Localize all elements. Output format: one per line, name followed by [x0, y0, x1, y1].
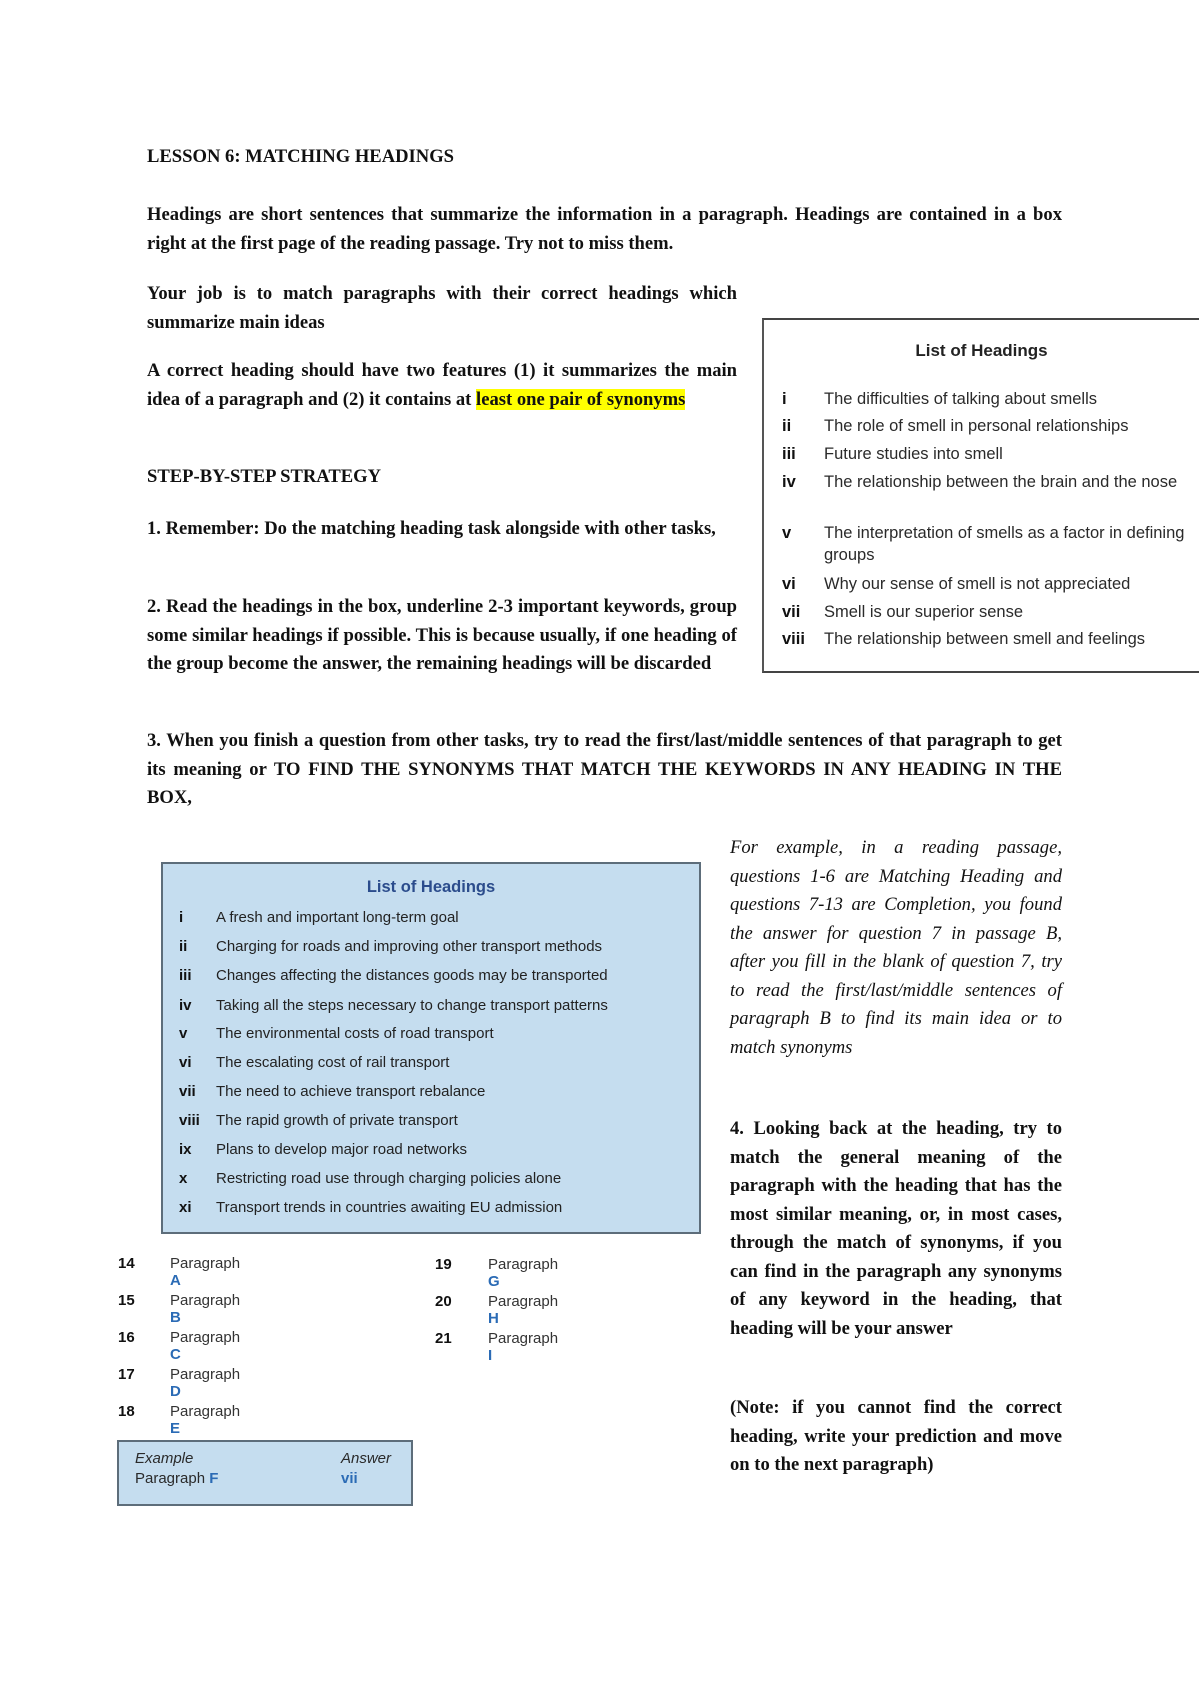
heading-number: viii — [179, 1112, 200, 1129]
paragraph-word: Paragraph — [170, 1292, 241, 1309]
question-number: 17 — [118, 1366, 135, 1383]
heading-text: The need to achieve transport rebalance — [216, 1083, 486, 1100]
highlighted-synonyms: least one pair of synonyms — [476, 388, 686, 410]
question-number: 21 — [435, 1330, 452, 1347]
heading-text: Taking all the steps necessary to change transport patterns — [216, 997, 608, 1014]
heading-text: Why our sense of smell is not appreciated — [824, 575, 1131, 593]
paragraph-word: Paragraph — [170, 1255, 241, 1272]
heading-number: vi — [782, 575, 796, 593]
strategy-title: STEP-BY-STEP STRATEGY — [147, 466, 382, 487]
example-label: Example — [135, 1450, 194, 1467]
heading-text: Future studies into smell — [824, 445, 1003, 463]
step-4: 4. Looking back at the heading, try to match the general meaning of the paragraph with the heading that has the most similar meaning, or, in most cases, through the match of synonyms, if you can find in the paragraph any synonyms of any keyword in the heading, that heading will be your answer — [730, 1118, 1062, 1339]
paragraph-label — [170, 1292, 240, 1326]
paragraph-word: Paragraph — [488, 1256, 559, 1273]
paragraph-label — [488, 1256, 558, 1290]
heading-number: vi — [179, 1054, 192, 1071]
question-number: 16 — [118, 1329, 135, 1346]
heading-text: Changes affecting the distances goods may be transported — [216, 967, 608, 984]
paragraph-letter: H — [488, 1310, 499, 1327]
question-number: 20 — [435, 1293, 452, 1310]
paragraph-word: Paragraph — [170, 1366, 241, 1383]
heading-text: The escalating cost of rail transport — [216, 1054, 450, 1071]
heading-text: Transport trends in countries awaiting EU admission — [216, 1199, 563, 1216]
heading-text: The rapid growth of private transport — [216, 1112, 458, 1129]
step-1: 1. Remember: Do the matching heading task alongside with other tasks, — [147, 518, 716, 539]
heading-number: vii — [179, 1083, 196, 1100]
paragraph-word: Paragraph — [170, 1403, 241, 1420]
heading-number: iv — [179, 997, 192, 1014]
heading-number: viii — [782, 630, 805, 648]
paragraph-label — [170, 1329, 240, 1363]
paragraph-word: Paragraph — [170, 1329, 241, 1346]
paragraph-letter: I — [488, 1347, 493, 1364]
question-number: 14 — [118, 1255, 135, 1272]
step-2: 2. Read the headings in the box, underline 2-3 important keywords, group some similar headings if possible. This is because usually, if one heading of the group become the answer, the remaining headings will be discarded — [147, 596, 737, 674]
heading-number: xi — [179, 1199, 192, 1216]
paragraph-label — [170, 1366, 240, 1400]
heading-number: ii — [179, 938, 188, 955]
example-answer-box — [117, 1440, 413, 1506]
step-3: 3. When you finish a question from other tasks, try to read the first/last/middle sentences of that paragraph to get its meaning or TO FIND THE SYNONYMS THAT MATCH THE KEYWORDS IN ANY HEADING IN THE BOX, — [147, 730, 1062, 808]
correct-heading-text: A correct heading should have two features (1) it summarizes the main idea of a paragraph and (2) it contains at — [147, 360, 737, 410]
question-number: 19 — [435, 1256, 452, 1273]
heading-number: iii — [179, 967, 192, 984]
answer-label: Answer — [341, 1450, 392, 1467]
heading-number: ii — [782, 417, 792, 435]
heading-text: The environmental costs of road transport — [216, 1025, 494, 1042]
paragraph-label — [170, 1255, 240, 1289]
heading-number: x — [179, 1170, 188, 1187]
correct-heading-paragraph — [147, 357, 737, 414]
paragraph-word: Paragraph — [135, 1470, 206, 1487]
paragraph-word: Paragraph — [488, 1330, 559, 1347]
headings-box-title: List of Headings — [915, 341, 1048, 360]
heading-text: Plans to develop major road networks — [216, 1141, 467, 1158]
heading-text: The difficulties of talking about smells — [824, 390, 1097, 408]
paragraph-label — [170, 1403, 240, 1437]
heading-number: i — [782, 390, 787, 408]
note-paragraph: (Note: if you cannot find the correct heading, write your prediction and move on to the next paragraph) — [730, 1397, 1062, 1475]
intro-paragraph: Headings are short sentences that summarize the information in a paragraph. Headings are contained in a box right at the first page of the reading passage. Try not to miss them. — [147, 204, 1062, 254]
example-paragraph: For example, in a reading passage, questions 1-6 are Matching Heading and questions 7-13 are Completion, you found the answer for question 7 in passage B, after you fill in the blank of question 7, try to read the first/last/middle sentences of paragraph B to find its main idea or to match synonyms — [730, 837, 1062, 1058]
paragraph-letter: F — [209, 1470, 219, 1487]
paragraph-label — [488, 1330, 558, 1364]
heading-text: Charging for roads and improving other transport methods — [216, 938, 603, 955]
headings-box-smell — [762, 318, 1199, 673]
heading-number: iii — [782, 445, 796, 463]
heading-number: ix — [179, 1141, 192, 1158]
paragraph-letter: G — [488, 1273, 500, 1290]
question-number: 15 — [118, 1292, 135, 1309]
heading-text: The role of smell in personal relationships — [824, 417, 1129, 435]
paragraph-label — [488, 1293, 558, 1327]
headings-box-transport — [161, 862, 701, 1234]
paragraph-letter: C — [170, 1346, 181, 1363]
heading-number: v — [782, 524, 792, 542]
heading-number: v — [179, 1025, 188, 1042]
heading-text: The relationship between smell and feelings — [824, 630, 1146, 648]
lesson-title: LESSON 6: MATCHING HEADINGS — [147, 146, 455, 167]
example-paragraph-label — [135, 1470, 218, 1487]
heading-number: vii — [782, 603, 801, 621]
paragraph-letter: A — [170, 1272, 181, 1289]
heading-text: Restricting road use through charging policies alone — [216, 1170, 562, 1187]
heading-text: The relationship between the brain and the nose — [824, 473, 1178, 491]
heading-number: iv — [782, 473, 796, 491]
headings-box-title: List of Headings — [366, 878, 496, 896]
job-paragraph: Your job is to match paragraphs with their correct headings which summarize main ideas — [147, 283, 737, 333]
heading-text: The interpretation of smells as a factor in defining groups — [824, 524, 1185, 564]
paragraph-letter: B — [170, 1309, 181, 1326]
answer-value: vii — [341, 1470, 358, 1487]
paragraph-letter: D — [170, 1383, 181, 1400]
heading-text: Smell is our superior sense — [824, 603, 1023, 621]
question-number: 18 — [118, 1403, 135, 1420]
paragraph-word: Paragraph — [488, 1293, 559, 1310]
heading-text: A fresh and important long-term goal — [216, 909, 459, 926]
paragraph-letter: E — [170, 1420, 181, 1437]
heading-number: i — [179, 909, 184, 926]
